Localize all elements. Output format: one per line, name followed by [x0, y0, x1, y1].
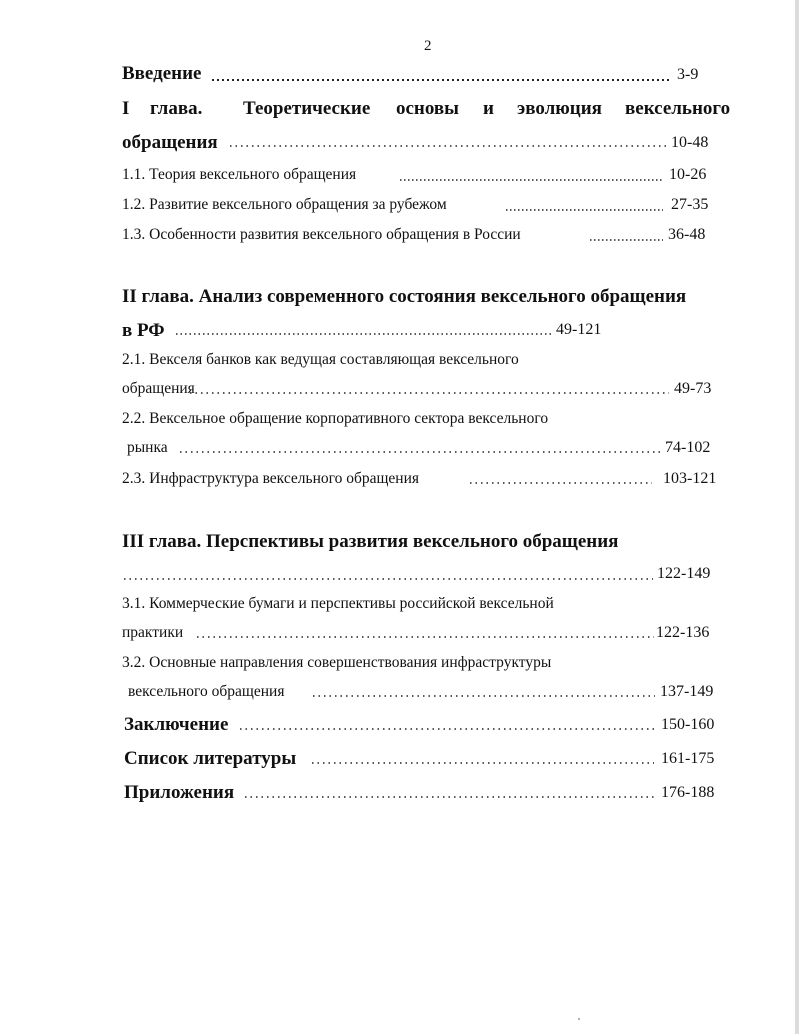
toc-ch1-word-3: Теоретические	[243, 98, 371, 119]
toc-section-3-2-pages: 137-149	[660, 683, 714, 700]
toc-section-2-1-pages: 49-73	[674, 380, 712, 397]
toc-ch2-title-line1: II глава. Анализ современного состояния вексельного обращения	[122, 286, 687, 307]
page-number: 2	[424, 38, 432, 54]
toc-section-2-2-pages: 74-102	[665, 439, 711, 456]
toc-ch1-word-7: вексельного	[625, 98, 731, 119]
toc-section-2-1-line2: обращения	[122, 380, 195, 397]
toc-section-3-1-line2: практики	[122, 624, 184, 641]
toc-appendices-title: Приложения	[124, 782, 235, 803]
toc-ch2-pages: 49-121	[556, 321, 602, 338]
toc-conclusion-title: Заключение	[124, 714, 229, 735]
toc-references-pages: 161-175	[661, 750, 715, 767]
toc-ch1-word-2: глава.	[150, 98, 203, 119]
toc-ch1-word-4: основы	[396, 98, 460, 119]
toc-section-1-2-pages: 27-35	[671, 196, 709, 213]
toc-appendices-pages: 176-188	[661, 784, 715, 801]
toc-section-1-1-pages: 10-26	[669, 166, 707, 183]
toc-ch1-pages: 10-48	[671, 134, 709, 151]
toc-section-2-2-line2: рынка	[127, 439, 168, 456]
toc-ch1-word-1: I	[122, 98, 130, 119]
toc-ch1-title-line2: обращения	[122, 132, 218, 153]
toc-ch3-title: III глава. Перспективы развития вексельного обращения	[122, 531, 619, 552]
toc-intro-title: Введение	[122, 63, 202, 84]
toc-conclusion-pages: 150-160	[661, 716, 715, 733]
toc-section-2-3: 2.3. Инфраструктура вексельного обращения	[122, 470, 420, 487]
toc-section-1-3-pages: 36-48	[668, 226, 706, 243]
toc-section-1-2: 1.2. Развитие вексельного обращения за рубежом	[122, 196, 447, 213]
toc-ch1-word-5: и	[483, 98, 494, 119]
toc-section-2-3-pages: 103-121	[663, 470, 717, 487]
toc-section-1-3: 1.3. Особенности развития вексельного обращения в России	[122, 226, 521, 243]
toc-section-1-1: 1.1. Теория вексельного обращения	[122, 166, 357, 183]
toc-section-3-2-line2: вексельного обращения	[128, 683, 285, 700]
toc-ch3-pages: 122-149	[657, 565, 711, 582]
toc-section-3-1-line1: 3.1. Коммерческие бумаги и перспективы российской вексельной	[122, 595, 554, 612]
toc-ch2-title-line2: в РФ	[122, 320, 165, 341]
toc-intro-pages: 3-9	[677, 66, 699, 83]
toc-section-2-1-line1: 2.1. Векселя банков как ведущая составляющая вексельного	[122, 351, 519, 368]
toc-section-3-2-line1: 3.2. Основные направления совершенствования инфраструктуры	[122, 654, 552, 671]
toc-section-3-1-pages: 122-136	[656, 624, 710, 641]
toc-references-title: Список литературы	[124, 748, 297, 769]
toc-ch1-word-6: эволюция	[517, 98, 602, 119]
toc-section-2-2-line1: 2.2. Вексельное обращение корпоративного сектора вексельного	[122, 410, 549, 427]
